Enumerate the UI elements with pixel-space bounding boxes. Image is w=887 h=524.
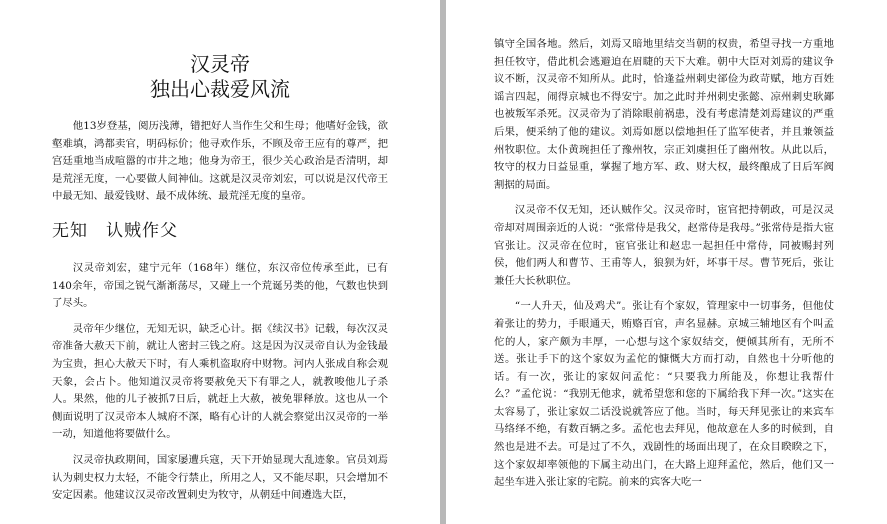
- section-heading: 无知 认贼作父: [52, 220, 178, 241]
- left-page-content: [52, 52, 388, 513]
- body-paragraph: 灵帝年少继位，无知无识，缺乏心计。据《续汉书》记载，每次汉灵帝准备大赦天下前，就让人密封三钱之府。这是因为汉灵帝自认为金钱最为宝贵，担心大赦天下时，有人乘机盗取府中财物。河内人张成自称会观天象，会占卜。他知道汉灵帝将要赦免天下有罪之人，就教唆他儿子杀人。果然，他的儿子被抓7日后，就赶上大赦，被免罪释放。这也从一个侧面说明了汉灵帝本人城府不深，略有心计的人就会察觉出汉灵帝的一举一动，知道他将要做什么。: [52, 322, 388, 441]
- chapter-title-line-1: 汉灵帝: [190, 52, 250, 76]
- body-paragraph: 汉灵帝刘宏，建宁元年（168年）继位，东汉帝位传承至此，已有140余年，帝国之锐气渐渐荡尽，又碰上一个荒诞另类的他，气数也快到了尽头。: [52, 261, 388, 310]
- continued-paragraph: 镇守全国各地。然后，刘焉又暗地里结交当朝的权贵，希望寻找一方重地担任牧守，借此机会逃避迫在眉睫的天下大难。朝中大臣对刘焉的建议争议不断，汉灵帝不知所从。此时，恰逢益州刺史郤俭为政苛赋，地方百姓谣言四起，闹得京城也不得安宁。加之此时并州刺史张懿、凉州刺史耿鄙也被叛军杀死。汉灵帝为了消除眼前祸患，没有考虑清楚刘焉建议的严重后果，便采纳了他的建议。刘焉如愿以偿地担任了监军使者，并且兼领益州牧职位。太仆黄琬担任了豫州牧，宗正刘虞担任了幽州牧。从此以后，牧守的权力日益显重，掌握了地方军、政、财大权，最终酿成了日后军阀割据的局面。: [494, 38, 834, 191]
- chapter-title-line-2: 独出心裁爱风流: [150, 77, 290, 101]
- body-paragraph: 汉灵帝执政期间，国家屡遭兵寇，天下开始显现大乱迹象。官员刘焉认为刺史权力太轻，不能令行禁止，所用之人，又不能尽职，只会增加不安定因素。他建议汉灵帝改置刺史为牧守，从朝廷中间遴选大臣，: [52, 453, 388, 502]
- right-page: [446, 0, 887, 524]
- intro-paragraph: 他13岁登基，阅历浅薄，错把好人当作生父和生母；他嗜好金钱，欲壑难填，鸿都卖官，明码标价；他寻欢作乐，不顾及帝王应有的尊严，把宫廷重地当成喧嚣的市井之地；他身为帝王，很少关心政治是否清明，却是荒淫无度，一心要做人间神仙。这就是汉灵帝刘宏，可以说是汉代帝王中最无知、最爱钱财、最不成体统、最荒淫无度的皇帝。: [52, 120, 388, 203]
- body-paragraph: “一人升天，仙及鸡犬”。张让有个家奴，管理家中一切事务，但他仗着张让的势力，手眼通天，贿赂百官，声名显赫。京城三辅地区有个叫孟佗的人，家产颇为丰厚，一心想与这个家奴结交，便倾其所有，无所不送。张让手下的这个家奴为孟佗的慷慨大方而打动，自然也十分听他的话。有一次，张让的家奴问孟佗：“只要我力所能及，你想让我帮什么？”孟佗说：“我别无他求，就希望您和您的下属给我下拜一次。”这实在太容易了，张让家奴二话没说就答应了他。当时，每天拜见张让的来宾车马络绎不绝，有数百辆之多。孟佗也去拜见，他故意在人多的时候到，自然也是进不去。可是过了不久，戏剧性的场面出现了，在众目睽睽之下，这个家奴却率领他的下属主动出门，在大路上迎拜孟佗，然后，他们又一起坐车进入张让家的宅院。前来的宾客大吃一: [494, 300, 834, 489]
- body-paragraph: 汉灵帝不仅无知，还认贼作父。汉灵帝时，宦官把持朝政，可是汉灵帝却对周围亲近的人说：“张常侍是我父，赵常侍是我母。”张常侍是指大宦官张让。汉灵帝在位时，宦官张让和赵忠一起担任中常侍，同被赐封列侯，他们两人和曹节、王甫等人，狼狈为奸，坏事干尽。曹节死后，张让兼任大长秋职位。: [494, 204, 834, 287]
- chapter-title: [52, 52, 388, 102]
- left-page: [0, 0, 440, 524]
- right-page-content: [494, 36, 834, 500]
